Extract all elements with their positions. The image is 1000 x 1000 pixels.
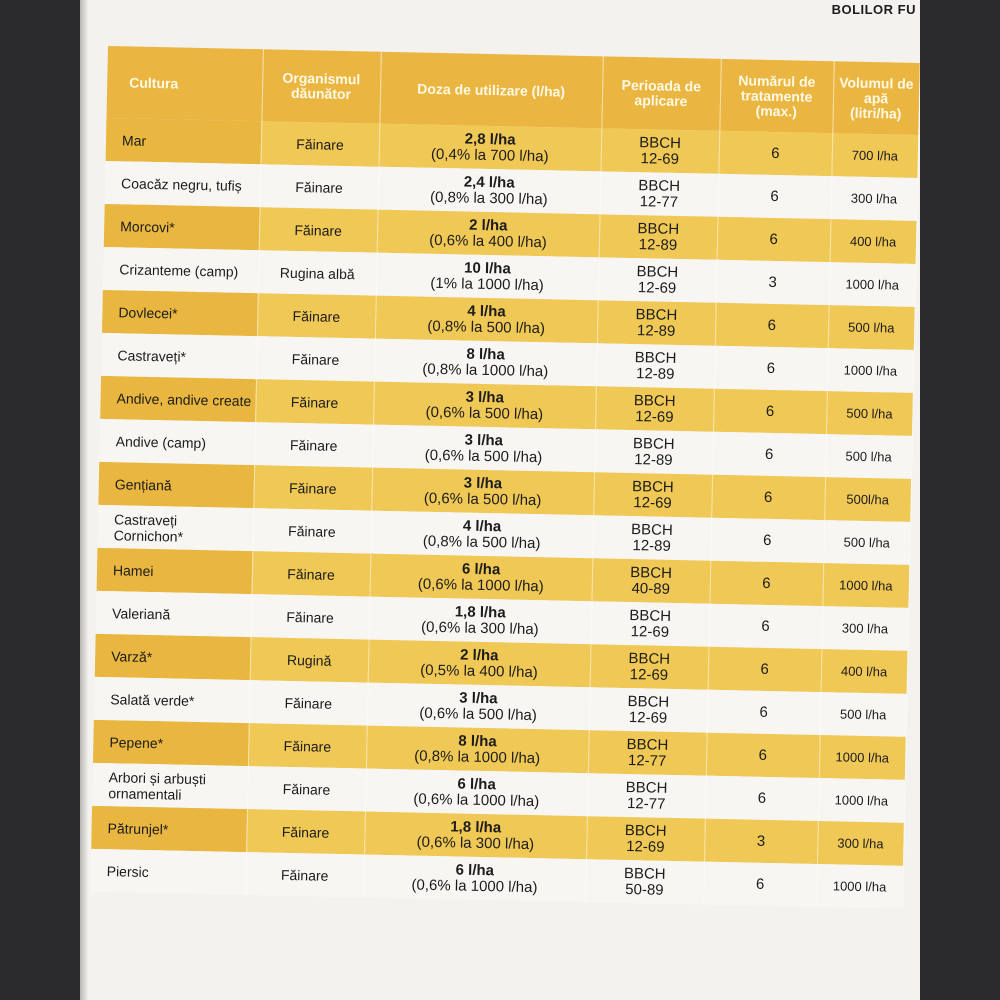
cell-dose bbox=[372, 425, 595, 473]
dose-value: 2,4 l/ha bbox=[463, 172, 515, 192]
cell-dose bbox=[377, 210, 600, 258]
cell-dose bbox=[365, 769, 588, 817]
cell-crop: Hamei bbox=[97, 548, 253, 594]
cell-crop: Arbori și arbuști ornamentali bbox=[92, 763, 248, 809]
cell-treatments: 6 bbox=[717, 217, 831, 262]
dosage-table bbox=[90, 46, 920, 909]
dose-detail: (0,6% la 1000 l/ha) bbox=[413, 790, 540, 810]
cell-period bbox=[595, 386, 714, 431]
cell-water: 500 l/ha bbox=[828, 305, 915, 350]
cell-pest: Făinare bbox=[249, 680, 368, 725]
period-range: 12-77 bbox=[639, 192, 679, 211]
cell-dose bbox=[369, 597, 592, 645]
period-label: BBCH bbox=[639, 133, 682, 152]
period-range: 40-89 bbox=[631, 579, 671, 598]
cell-period bbox=[592, 515, 711, 560]
cell-pest: Făinare bbox=[252, 508, 371, 553]
period-label: BBCH bbox=[628, 649, 671, 668]
header-volum: Volumul de apă (litri/ha) bbox=[832, 61, 919, 135]
dose-value: 3 l/ha bbox=[459, 689, 498, 707]
cell-pest: Rugină bbox=[250, 637, 369, 682]
cell-treatments: 6 bbox=[708, 647, 822, 692]
cell-water: 500 l/ha bbox=[820, 692, 907, 737]
cell-pest: Făinare bbox=[261, 121, 380, 166]
header-cultura: Cultura bbox=[106, 46, 262, 121]
cell-pest: Făinare bbox=[260, 164, 379, 209]
dose-value: 4 l/ha bbox=[467, 302, 506, 320]
cell-period bbox=[591, 601, 710, 646]
cell-period bbox=[590, 644, 709, 689]
cell-dose bbox=[370, 554, 593, 602]
cell-dose bbox=[368, 640, 591, 688]
cell-period bbox=[591, 558, 710, 603]
cell-crop: Piersic bbox=[90, 849, 246, 895]
period-label: BBCH bbox=[623, 864, 666, 883]
dose-detail: (0,6% la 1000 l/ha) bbox=[417, 575, 544, 595]
cell-period bbox=[597, 300, 716, 345]
dose-value: 6 l/ha bbox=[457, 774, 496, 793]
dose-detail: (0,6% la 400 l/ha) bbox=[429, 231, 547, 251]
cell-crop: Gențiană bbox=[98, 462, 254, 508]
cell-crop: Castraveți Cornichon* bbox=[97, 505, 253, 551]
cell-crop: Castraveți* bbox=[101, 333, 257, 379]
period-range: 12-69 bbox=[625, 837, 665, 856]
cell-period bbox=[600, 128, 719, 173]
cell-pest: Făinare bbox=[248, 723, 367, 768]
cell-treatments: 6 bbox=[711, 475, 825, 520]
period-range: 12-69 bbox=[633, 493, 672, 512]
dose-detail: (0,6% la 500 l/ha) bbox=[423, 489, 542, 509]
cell-pest: Făinare bbox=[247, 766, 366, 811]
cell-crop: Mar bbox=[106, 118, 262, 164]
header-tratamente: Numărul de tratamente (max.) bbox=[719, 59, 833, 133]
period-range: 12-89 bbox=[638, 235, 678, 254]
period-label: BBCH bbox=[631, 477, 674, 496]
dose-detail: (0,5% la 400 l/ha) bbox=[420, 661, 538, 681]
cell-dose bbox=[371, 468, 594, 516]
cell-water: 500 l/ha bbox=[826, 391, 913, 436]
cell-period bbox=[588, 730, 707, 775]
header-organism: Organismul dăunător bbox=[261, 49, 380, 123]
dose-value: 1,8 l/ha bbox=[450, 817, 502, 836]
cell-water: 500 l/ha bbox=[825, 434, 912, 479]
cell-treatments: 6 bbox=[713, 389, 827, 434]
header-doza: Doza de utilizare (l/ha) bbox=[379, 52, 602, 129]
dose-value: 3 l/ha bbox=[463, 474, 503, 492]
cell-treatments: 6 bbox=[715, 303, 829, 348]
period-label: BBCH bbox=[636, 262, 679, 281]
cell-pest: Făinare bbox=[253, 465, 372, 510]
dose-detail: (0,6% la 500 l/ha) bbox=[424, 446, 543, 466]
header-perioada: Perioada de aplicare bbox=[601, 56, 720, 130]
cell-treatments: 6 bbox=[718, 174, 832, 219]
dose-value: 8 l/ha bbox=[458, 731, 497, 750]
dose-value: 2,8 l/ha bbox=[464, 129, 516, 149]
cell-dose bbox=[379, 124, 602, 172]
cell-period bbox=[587, 773, 706, 818]
period-range: 12-89 bbox=[635, 364, 675, 383]
period-label: BBCH bbox=[625, 778, 668, 797]
period-label: BBCH bbox=[626, 735, 669, 754]
cell-water: 400 l/ha bbox=[830, 219, 917, 264]
period-range: 50-89 bbox=[625, 880, 664, 899]
cell-pest: Făinare bbox=[251, 594, 370, 639]
period-label: BBCH bbox=[635, 305, 678, 324]
cell-crop: Andive, andive create bbox=[100, 376, 256, 422]
cell-period bbox=[599, 214, 718, 259]
cell-treatments: 6 bbox=[707, 690, 821, 735]
period-range: 12-89 bbox=[634, 450, 673, 469]
cell-dose bbox=[363, 855, 586, 903]
page-header-title: BOLILOR FU bbox=[831, 2, 916, 17]
dose-value: 2 l/ha bbox=[468, 216, 508, 234]
cell-crop: Dovlecei* bbox=[102, 290, 258, 336]
cell-pest: Făinare bbox=[245, 852, 364, 897]
cell-period bbox=[585, 859, 704, 904]
dose-value: 10 l/ha bbox=[463, 259, 511, 277]
period-label: BBCH bbox=[633, 391, 676, 410]
dose-value: 8 l/ha bbox=[466, 345, 505, 363]
period-label: BBCH bbox=[629, 606, 672, 625]
period-label: BBCH bbox=[632, 434, 675, 453]
cell-water: 300 l/ha bbox=[822, 606, 909, 651]
period-range: 12-89 bbox=[636, 321, 676, 340]
cell-crop: Salată verde* bbox=[94, 677, 250, 723]
cell-water: 1000 l/ha bbox=[819, 735, 906, 780]
dose-detail: (0,6% la 300 l/ha) bbox=[416, 833, 535, 853]
period-range: 12-69 bbox=[640, 149, 680, 168]
cell-treatments: 6 bbox=[706, 733, 820, 778]
period-label: BBCH bbox=[624, 821, 667, 840]
table-container bbox=[89, 46, 920, 963]
cell-treatments: 6 bbox=[712, 432, 826, 477]
cell-dose bbox=[378, 167, 601, 215]
cell-crop: Coacăz negru, tufiș bbox=[105, 161, 261, 207]
cell-dose bbox=[373, 382, 596, 430]
cell-dose bbox=[376, 253, 599, 301]
dose-detail: (0,6% la 300 l/ha) bbox=[420, 618, 539, 638]
cell-water: 500 l/ha bbox=[823, 520, 910, 565]
cell-dose bbox=[370, 511, 593, 559]
dose-value: 3 l/ha bbox=[464, 431, 504, 449]
cell-pest: Făinare bbox=[254, 422, 373, 467]
period-range: 12-89 bbox=[632, 536, 672, 555]
page-fold-shadow bbox=[80, 0, 88, 1000]
cell-pest: Făinare bbox=[259, 207, 378, 252]
period-label: BBCH bbox=[630, 520, 674, 539]
dose-detail: (0,8% la 1000 l/ha) bbox=[422, 360, 549, 380]
dose-value: 6 l/ha bbox=[455, 860, 495, 879]
cell-crop: Pepene* bbox=[93, 720, 249, 766]
dose-detail: (0,8% la 500 l/ha) bbox=[427, 317, 546, 337]
cell-pest: Făinare bbox=[256, 336, 375, 381]
cell-period bbox=[600, 171, 719, 216]
dose-detail: (0,4% la 700 l/ha) bbox=[430, 145, 549, 165]
cell-water: 1000 l/ha bbox=[827, 348, 914, 393]
period-range: 12-69 bbox=[630, 622, 670, 641]
cell-period bbox=[586, 816, 705, 861]
cell-pest: Făinare bbox=[257, 293, 376, 338]
period-label: BBCH bbox=[637, 219, 680, 238]
cell-period bbox=[598, 257, 717, 302]
dose-detail: (0,8% la 300 l/ha) bbox=[429, 188, 548, 208]
cell-period bbox=[596, 343, 715, 388]
period-label: BBCH bbox=[638, 176, 681, 195]
cell-dose bbox=[374, 339, 597, 387]
cell-water: 1000 l/ha bbox=[818, 778, 905, 823]
cell-treatments: 6 bbox=[718, 131, 832, 176]
period-range: 12-77 bbox=[626, 794, 666, 813]
period-range: 12-69 bbox=[628, 708, 668, 727]
period-range: 12-69 bbox=[634, 407, 674, 426]
cell-water: 500l/ha bbox=[824, 477, 911, 522]
dose-value: 1,8 l/ha bbox=[454, 602, 506, 621]
cell-treatments: 6 bbox=[709, 561, 823, 606]
period-label: BBCH bbox=[627, 692, 670, 711]
period-label: BBCH bbox=[634, 348, 677, 367]
cell-treatments: 6 bbox=[705, 776, 819, 821]
dose-detail: (0,6% la 1000 l/ha) bbox=[411, 876, 538, 896]
cell-crop: Valeriană bbox=[96, 591, 252, 637]
dose-value: 3 l/ha bbox=[465, 388, 505, 406]
period-range: 12-69 bbox=[629, 665, 669, 684]
cell-dose bbox=[366, 726, 589, 774]
cell-pest: Făinare bbox=[246, 809, 365, 854]
dose-detail: (0,8% la 1000 l/ha) bbox=[414, 747, 541, 767]
cell-crop: Pătrunjel* bbox=[91, 806, 247, 852]
cell-dose bbox=[364, 812, 587, 860]
dose-value: 6 l/ha bbox=[461, 560, 501, 578]
dose-detail: (1% la 1000 l/ha) bbox=[430, 274, 544, 294]
cell-pest: Făinare bbox=[252, 551, 371, 596]
cell-crop: Andive (camp) bbox=[99, 419, 255, 465]
period-label: BBCH bbox=[630, 563, 673, 582]
cell-period bbox=[594, 429, 713, 474]
dose-detail: (0,8% la 500 l/ha) bbox=[422, 532, 541, 552]
cell-treatments: 3 bbox=[704, 819, 818, 864]
period-range: 12-69 bbox=[637, 278, 677, 297]
cell-crop: Crizanteme (camp) bbox=[103, 247, 259, 293]
period-range: 12-77 bbox=[627, 751, 667, 770]
dose-value: 4 l/ha bbox=[462, 517, 502, 535]
cell-treatments: 3 bbox=[716, 260, 830, 305]
cell-period bbox=[593, 472, 712, 517]
cell-water: 1000 l/ha bbox=[816, 864, 903, 909]
cell-dose bbox=[367, 683, 590, 731]
cell-water: 400 l/ha bbox=[821, 649, 908, 694]
cell-pest: Rugina albă bbox=[258, 250, 377, 295]
cell-crop: Varză* bbox=[95, 634, 251, 680]
cell-pest: Făinare bbox=[255, 379, 374, 424]
cell-water: 1000 l/ha bbox=[829, 262, 916, 307]
dose-detail: (0,6% la 500 l/ha) bbox=[419, 704, 538, 724]
cell-treatments: 6 bbox=[703, 862, 817, 907]
cell-water: 300 l/ha bbox=[817, 821, 904, 866]
cell-treatments: 6 bbox=[710, 518, 824, 563]
document-page bbox=[80, 0, 920, 1000]
cell-period bbox=[589, 687, 708, 732]
cell-crop: Morcovi* bbox=[104, 204, 260, 250]
cell-treatments: 6 bbox=[709, 604, 823, 649]
cell-water: 1000 l/ha bbox=[822, 563, 909, 608]
cell-water: 700 l/ha bbox=[831, 133, 918, 178]
dose-detail: (0,6% la 500 l/ha) bbox=[425, 403, 544, 423]
cell-water: 300 l/ha bbox=[831, 176, 918, 221]
cell-treatments: 6 bbox=[714, 346, 828, 391]
cell-dose bbox=[375, 296, 598, 344]
dose-value: 2 l/ha bbox=[459, 646, 499, 664]
